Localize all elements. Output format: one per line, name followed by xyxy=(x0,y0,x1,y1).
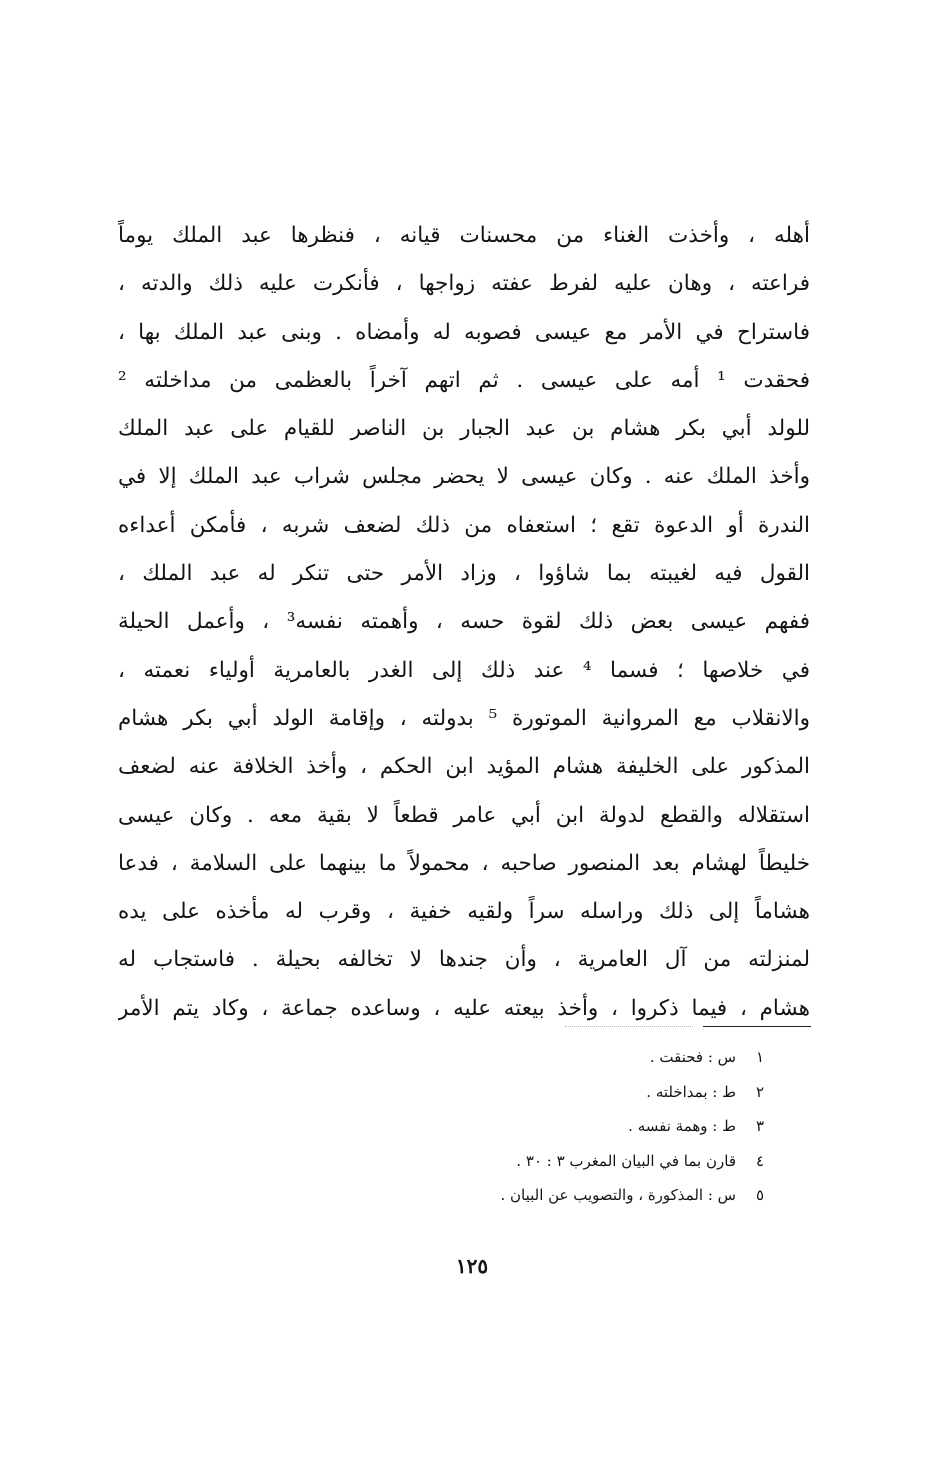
text-line: أهله ، وأخذت الغناء من محسنات قيانه ، فنظرها عبد الملك يوماً xyxy=(118,223,810,248)
text-line: المذكور على الخليفة هشام المؤيد ابن الحكم ، وأخذ الخلافة عنه لضعف xyxy=(118,754,810,780)
footnote xyxy=(304,1040,764,1075)
text-line: وأخذ الملك عنه . وكان عيسى لا يحضر مجلس شراب عبد الملك إلا في xyxy=(118,464,810,490)
footnote-number: ٤ xyxy=(755,1151,764,1170)
text-line: القول فيه لغيبته بما شاؤوا ، وزاد الأمر حتى تنكر له عبد الملك ، xyxy=(118,561,810,587)
text-line: فحقدت ¹ أمه على عيسى . ثم اتهم آخراً بالعظمى من مداخلته ² xyxy=(118,367,810,393)
text-line: فاستراح في الأمر مع عيسى فصوبه له وأمضاه . وبنى عبد الملك بها ، xyxy=(118,319,810,345)
footnote-number: ٣ xyxy=(755,1117,764,1135)
footnote xyxy=(304,1144,764,1179)
footnote-text: س : فحنقت . xyxy=(649,1048,736,1066)
footnote-text: س : المذكورة ، والتصويب عن البيان . xyxy=(500,1186,736,1204)
footnote-number: ٢ xyxy=(755,1082,764,1101)
text-line: هشاماً إلى ذلك وراسله سراً ولقيه خفية ، وقرب له مأخذه على يده xyxy=(118,899,810,925)
text-line: استقلاله والقطع لدولة ابن أبي عامر قطعاً لا بقية معه . وكان عيسى xyxy=(118,802,810,828)
text-line: ففهم عيسى بعض ذلك لقوة حسه ، وأهمته نفسه³ ، وأعمل الحيلة xyxy=(118,609,810,635)
footnote-divider-faint xyxy=(565,1026,693,1027)
footnote-number: ٥ xyxy=(755,1186,764,1204)
footnote-text: ط : وهمة نفسه . xyxy=(628,1117,736,1135)
text-line: فراعته ، وهان عليه لفرط عفته زواجها ، فأنكرت عليه ذلك والدته ، xyxy=(118,271,810,297)
footnotes xyxy=(304,1040,764,1213)
footnote-number: ١ xyxy=(755,1048,764,1066)
main-text xyxy=(118,212,810,1033)
footnote-text: قارن بما في البيان المغرب ٣ : ٣٠ . xyxy=(516,1151,736,1170)
footnote-text: ط : بمداخلته . xyxy=(646,1082,736,1101)
text-line: الندرة أو الدعوة تقع ؛ استعفاه من ذلك لضعف شربه ، فأمكن أعداءه xyxy=(118,512,810,538)
text-line: والانقلاب مع المروانية الموتورة ⁵ بدولته ، وإقامة الولد أبي بكر هشام xyxy=(118,705,810,731)
text-line: هشام ، فيما ذكروا ، وأخذ بيعته عليه ، وساعده جماعة ، وكاد يتم الأمر xyxy=(118,995,810,1021)
footnote xyxy=(304,1178,764,1213)
text-line: في خلاصها ؛ فسما ⁴ عند ذلك إلى الغدر بالعامرية أولياء نعمته ، xyxy=(118,657,810,683)
footnote xyxy=(304,1075,764,1110)
text-line: خليطاً لهشام بعد المنصور صاحبه ، محمولاً ما بينهما على السلامة ، فدعا xyxy=(118,850,810,876)
footnote-divider xyxy=(703,1026,811,1027)
text-line: للولد أبي بكر هشام بن عبد الجبار بن الناصر للقيام على عبد الملك xyxy=(118,416,810,442)
page-number: ١٢٥ xyxy=(455,1254,489,1278)
footnote xyxy=(304,1109,764,1144)
text-line: لمنزلته من آل العامرية ، وأن جندها لا تخالفه بحيلة . فاستجاب له xyxy=(118,947,810,973)
